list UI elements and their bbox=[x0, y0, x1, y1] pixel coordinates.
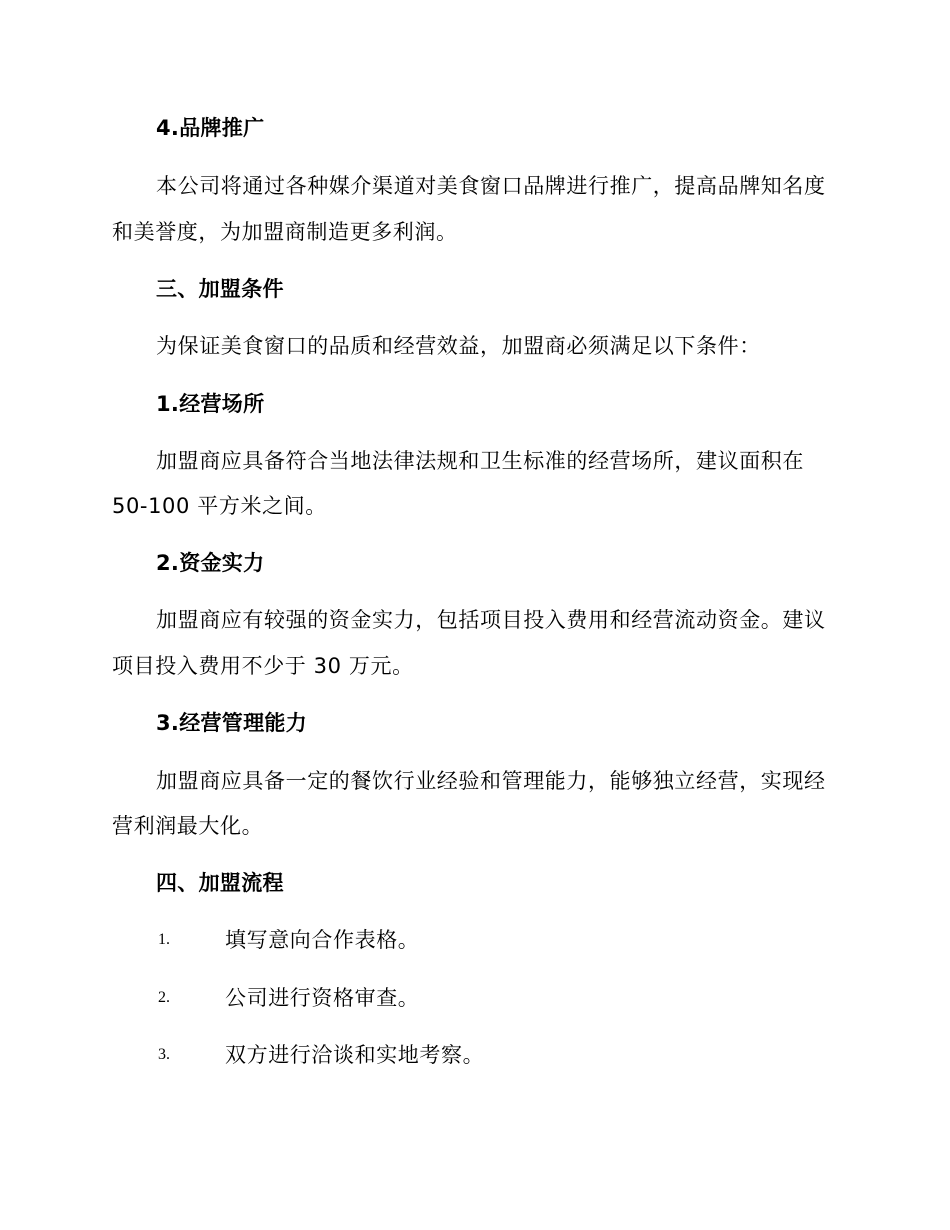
heading-franchise-process: 四、加盟流程 bbox=[156, 871, 284, 895]
paragraph-brand-line-2: 和美誉度，为加盟商制造更多利润。 bbox=[112, 220, 458, 244]
paragraph-capital-line-2: 项目投入费用不少于 30 万元。 bbox=[112, 654, 414, 678]
list-item-number: 3. bbox=[158, 1046, 170, 1063]
list-item-text: 双方进行洽谈和实地考察。 bbox=[225, 1043, 485, 1067]
list-item-text: 公司进行资格审查。 bbox=[225, 986, 420, 1010]
heading-brand-promotion: 4.品牌推广 bbox=[156, 116, 265, 140]
list-item-number: 2. bbox=[158, 989, 170, 1006]
paragraph-brand-line-1: 本公司将通过各种媒介渠道对美食窗口品牌进行推广，提高品牌知名度 bbox=[156, 174, 826, 198]
list-item-text: 填写意向合作表格。 bbox=[225, 928, 420, 952]
list-item-number: 1. bbox=[158, 931, 170, 948]
heading-premises: 1.经营场所 bbox=[156, 392, 265, 416]
heading-capital: 2.资金实力 bbox=[156, 551, 265, 575]
paragraph-premises-line-1: 加盟商应具备符合当地法律法规和卫生标准的经营场所，建议面积在 bbox=[156, 449, 804, 473]
paragraph-management-line-1: 加盟商应具备一定的餐饮行业经验和管理能力，能够独立经营，实现经 bbox=[156, 769, 826, 793]
heading-management: 3.经营管理能力 bbox=[156, 711, 307, 735]
paragraph-conditions-intro: 为保证美食窗口的品质和经营效益，加盟商必须满足以下条件： bbox=[156, 334, 761, 358]
paragraph-capital-line-1: 加盟商应有较强的资金实力，包括项目投入费用和经营流动资金。建议 bbox=[156, 608, 826, 632]
paragraph-management-line-2: 营利润最大化。 bbox=[112, 814, 264, 838]
heading-franchise-conditions: 三、加盟条件 bbox=[156, 277, 284, 301]
paragraph-premises-line-2: 50-100 平方米之间。 bbox=[112, 494, 327, 518]
